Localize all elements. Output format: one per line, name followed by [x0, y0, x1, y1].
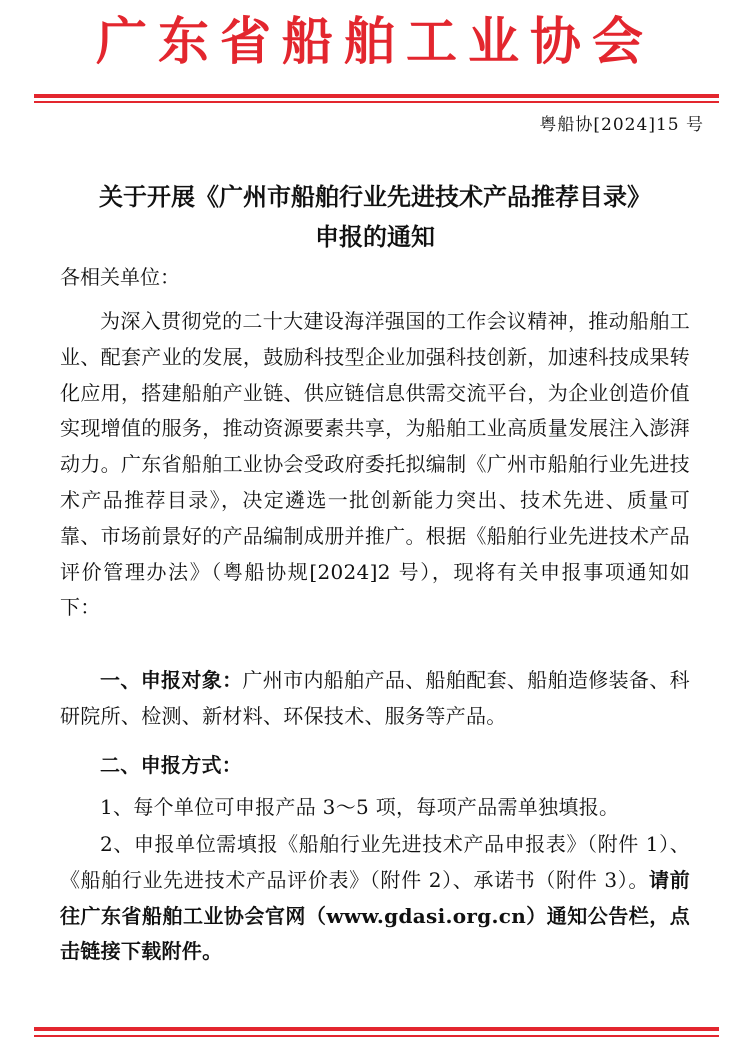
letterhead-rule-thin — [34, 101, 719, 103]
section2-item2 — [60, 827, 690, 970]
letterhead-rule-thick — [34, 94, 719, 98]
section2-heading: 二、申报方式： — [100, 753, 243, 777]
section1-text: 广州市内船舶产品、船舶配套、船舶造修装备、科研院所、检测、新材料、环保技术、服务等产品。 — [60, 668, 690, 728]
footer-rule-thick — [34, 1027, 719, 1031]
section2-item2-text: 2、申报单位需填报《船舶行业先进技术产品申报表》（附件 1）、《船舶行业先进技术产品评价表》（附件 2）、承诺书（附件 3）。 — [60, 832, 690, 892]
section2-item1: 1、每个单位可申报产品 3～5 项，每项产品需单独填报。 — [100, 795, 620, 819]
letterhead-title: 广东省船舶工业协会 — [95, 13, 654, 72]
intro-paragraph: 为深入贯彻党的二十大建设海洋强国的工作会议精神，推动船舶工业、配套产业的发展，鼓励科技型企业加强科技创新，加速科技成果转化应用，搭建船舶产业链、供应链信息供需交流平台，为企业创造价值实现增值的服务，推动资源要素共享，为船舶工业高质量发展注入澎湃动力。广东省船舶工业协会受政府委托拟编制《广州市船舶行业先进技术产品推荐目录》，决定遴选一批创新能力突出、技术先进、质量可靠、市场前景好的产品编制成册并推广。根据《船舶行业先进技术产品评价管理办法》（粤船协规[2024]2 号），现将有关申报事项通知如下： — [60, 309, 690, 620]
section1-paragraph — [60, 663, 690, 735]
document-title-line2: 申报的通知 — [315, 222, 435, 251]
footer-rule-thin — [34, 1035, 719, 1037]
salutation: 各相关单位： — [60, 265, 180, 289]
document-number: 粤船协[2024]15 号 — [539, 115, 704, 135]
document-title-line1: 关于开展《广州市船舶行业先进技术产品推荐目录》 — [99, 182, 651, 211]
section1-heading: 一、申报对象： — [100, 668, 243, 692]
section2-item2-download-note: 请前往广东省船舶工业协会官网（www.gdasi.org.cn）通知公告栏，点击链接下载附件。 — [60, 867, 690, 964]
